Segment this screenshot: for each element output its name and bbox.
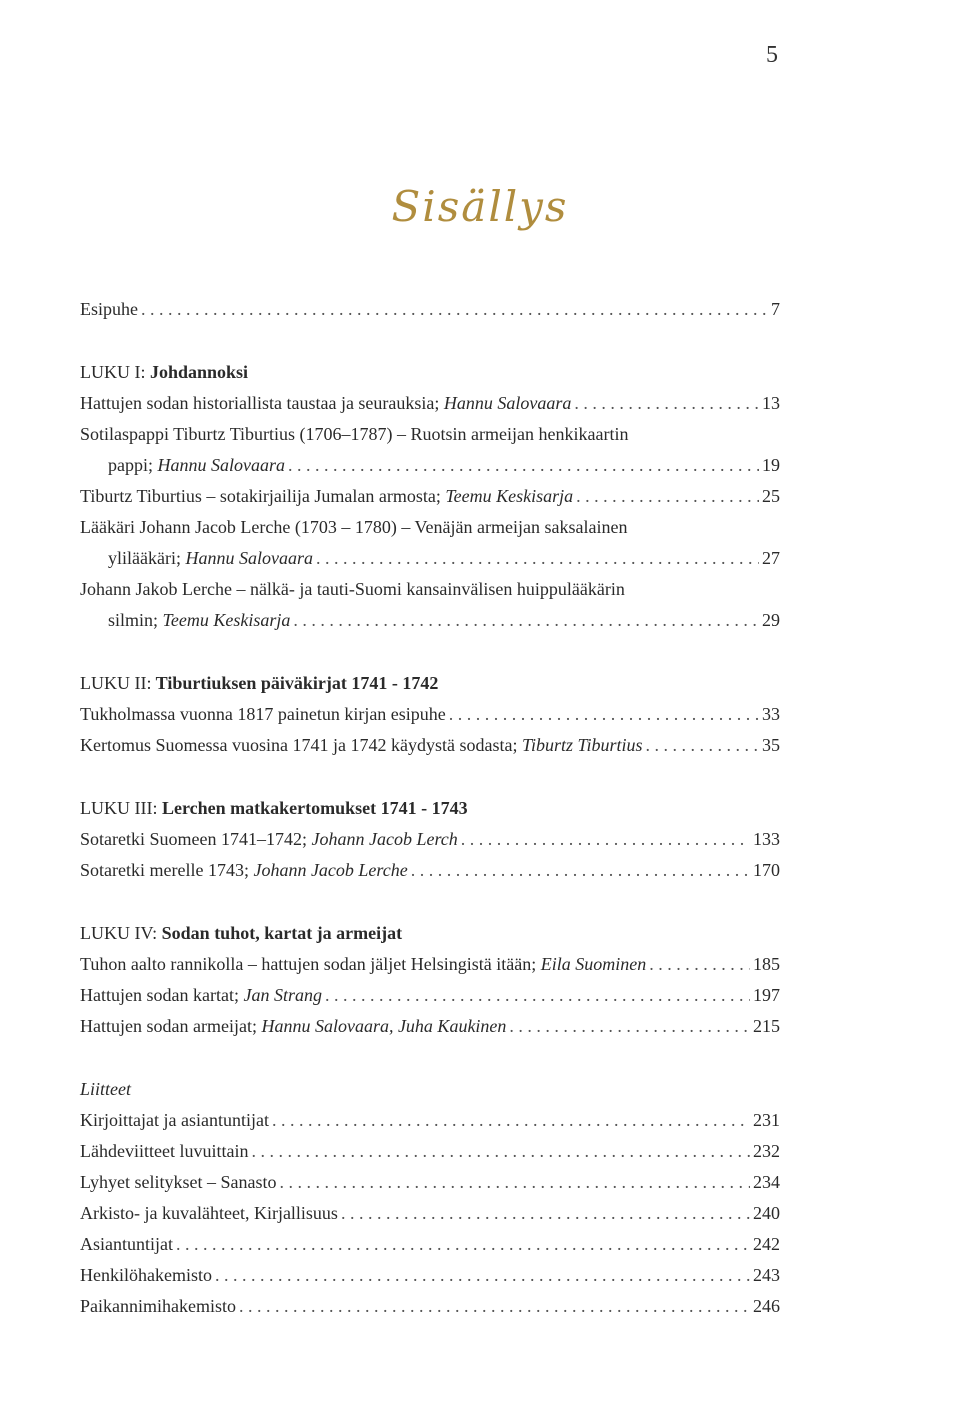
entry-page: 29 — [762, 610, 780, 630]
toc-entry[interactable]: Sotaretki Suomeen 1741–1742; Johann Jacob Lerch . . . 133 — [80, 824, 780, 855]
dot-leader — [293, 605, 759, 636]
entry-page: 242 — [753, 1234, 780, 1254]
toc-entry-preface[interactable] — [80, 294, 780, 325]
toc-entry[interactable]: Henkilöhakemisto . . . 243 — [80, 1260, 780, 1291]
entry-page: 170 — [753, 860, 780, 880]
toc-entry[interactable]: Asiantuntijat . . . 242 — [80, 1229, 780, 1260]
toc-entry[interactable]: Tuhon aalto rannikolla – hattujen sodan jäljet Helsingistä itään; Eila Suominen . . . 185 — [80, 949, 780, 980]
dot-leader — [316, 543, 759, 574]
toc-entry[interactable]: Hattujen sodan armeijat; Hannu Salovaara, Juha Kaukinen . . . 215 — [80, 1011, 780, 1042]
dot-leader — [509, 1011, 750, 1042]
entry-text: Esipuhe — [80, 299, 138, 319]
toc-entry[interactable]: Johann Jakob Lerche – nälkä- ja tauti-Suomi kansainvälisen huippulääkärin silmin; Teemu Keskisarja . . . 29 — [80, 574, 780, 636]
entry-page: 231 — [753, 1110, 780, 1130]
entry-page: 243 — [753, 1265, 780, 1285]
chapter-heading-3: LUKU III: Lerchen matkakertomukset 1741 - 1743 — [80, 798, 468, 818]
toc-entry[interactable]: Lähdeviitteet luvuittain . . . 232 — [80, 1136, 780, 1167]
dot-leader — [215, 1260, 750, 1291]
toc-entry[interactable]: Paikannimihakemisto . . . 246 — [80, 1291, 780, 1322]
dot-leader — [251, 1136, 750, 1167]
page-number: 5 — [766, 42, 778, 68]
dot-leader — [461, 824, 750, 855]
dot-leader — [576, 481, 759, 512]
dot-leader — [141, 294, 768, 325]
dot-leader — [325, 980, 750, 1011]
dot-leader — [574, 388, 759, 419]
entry-page: 232 — [753, 1141, 780, 1161]
entry-page: 7 — [771, 299, 780, 319]
dot-leader — [646, 730, 759, 761]
toc-entry[interactable]: Arkisto- ja kuvalähteet, Kirjallisuus . . . 240 — [80, 1198, 780, 1229]
toc-entry[interactable]: Lyhyet selitykset – Sanasto . . . 234 — [80, 1167, 780, 1198]
toc-entry[interactable]: Lääkäri Johann Jacob Lerche (1703 – 1780) – Venäjän armeijan saksalainen ylilääkäri; Hannu Salovaara . . . 27 — [80, 512, 780, 574]
entry-page: 215 — [753, 1016, 780, 1036]
entry-page: 27 — [762, 548, 780, 568]
dot-leader — [649, 949, 750, 980]
dot-leader — [288, 450, 759, 481]
dot-leader — [239, 1291, 750, 1322]
entry-page: 197 — [753, 985, 780, 1005]
page-title: Sisällys — [391, 182, 569, 231]
dot-leader — [272, 1105, 750, 1136]
toc-entry[interactable]: Sotilaspappi Tiburtz Tiburtius (1706–1787) – Ruotsin armeijan henkikaartin pappi; Hannu Salovaara . . . 19 — [80, 419, 780, 481]
entry-page: 246 — [753, 1296, 780, 1316]
toc-entry[interactable]: Tiburtz Tiburtius – sotakirjailija Jumalan armosta; Teemu Keskisarja . . . 25 — [80, 481, 780, 512]
dot-leader — [176, 1229, 750, 1260]
toc-entry[interactable]: Kirjoittajat ja asiantuntijat . . . 231 — [80, 1105, 780, 1136]
toc-entry[interactable]: Tukholmassa vuonna 1817 painetun kirjan esipuhe . . . 33 — [80, 699, 780, 730]
appendix-heading: Liitteet — [80, 1079, 131, 1099]
toc-entry[interactable]: Sotaretki merelle 1743; Johann Jacob Lerche . . . 170 — [80, 855, 780, 886]
entry-page: 33 — [762, 704, 780, 724]
toc-entry[interactable]: Kertomus Suomessa vuosina 1741 ja 1742 käydystä sodasta; Tiburtz Tiburtius . . . 35 — [80, 730, 780, 761]
toc-entry[interactable]: Hattujen sodan kartat; Jan Strang . . . 197 — [80, 980, 780, 1011]
entry-page: 19 — [762, 455, 780, 475]
entry-page: 185 — [753, 954, 780, 974]
entry-page: 133 — [753, 829, 780, 849]
chapter-heading-4: LUKU IV: Sodan tuhot, kartat ja armeijat — [80, 923, 403, 943]
entry-page: 25 — [762, 486, 780, 506]
entry-page: 240 — [753, 1203, 780, 1223]
dot-leader — [341, 1198, 750, 1229]
table-of-contents — [80, 294, 780, 1322]
chapter-heading-2: LUKU II: Tiburtiuksen päiväkirjat 1741 - 1742 — [80, 673, 439, 693]
entry-page: 234 — [753, 1172, 780, 1192]
entry-page: 13 — [762, 393, 780, 413]
entry-page: 35 — [762, 735, 780, 755]
dot-leader — [411, 855, 750, 886]
toc-entry[interactable]: Hattujen sodan historiallista taustaa ja seurauksia; Hannu Salovaara . . . 13 — [80, 388, 780, 419]
chapter-heading-1: LUKU I: Johdannoksi — [80, 362, 249, 382]
dot-leader — [449, 699, 759, 730]
dot-leader — [279, 1167, 750, 1198]
